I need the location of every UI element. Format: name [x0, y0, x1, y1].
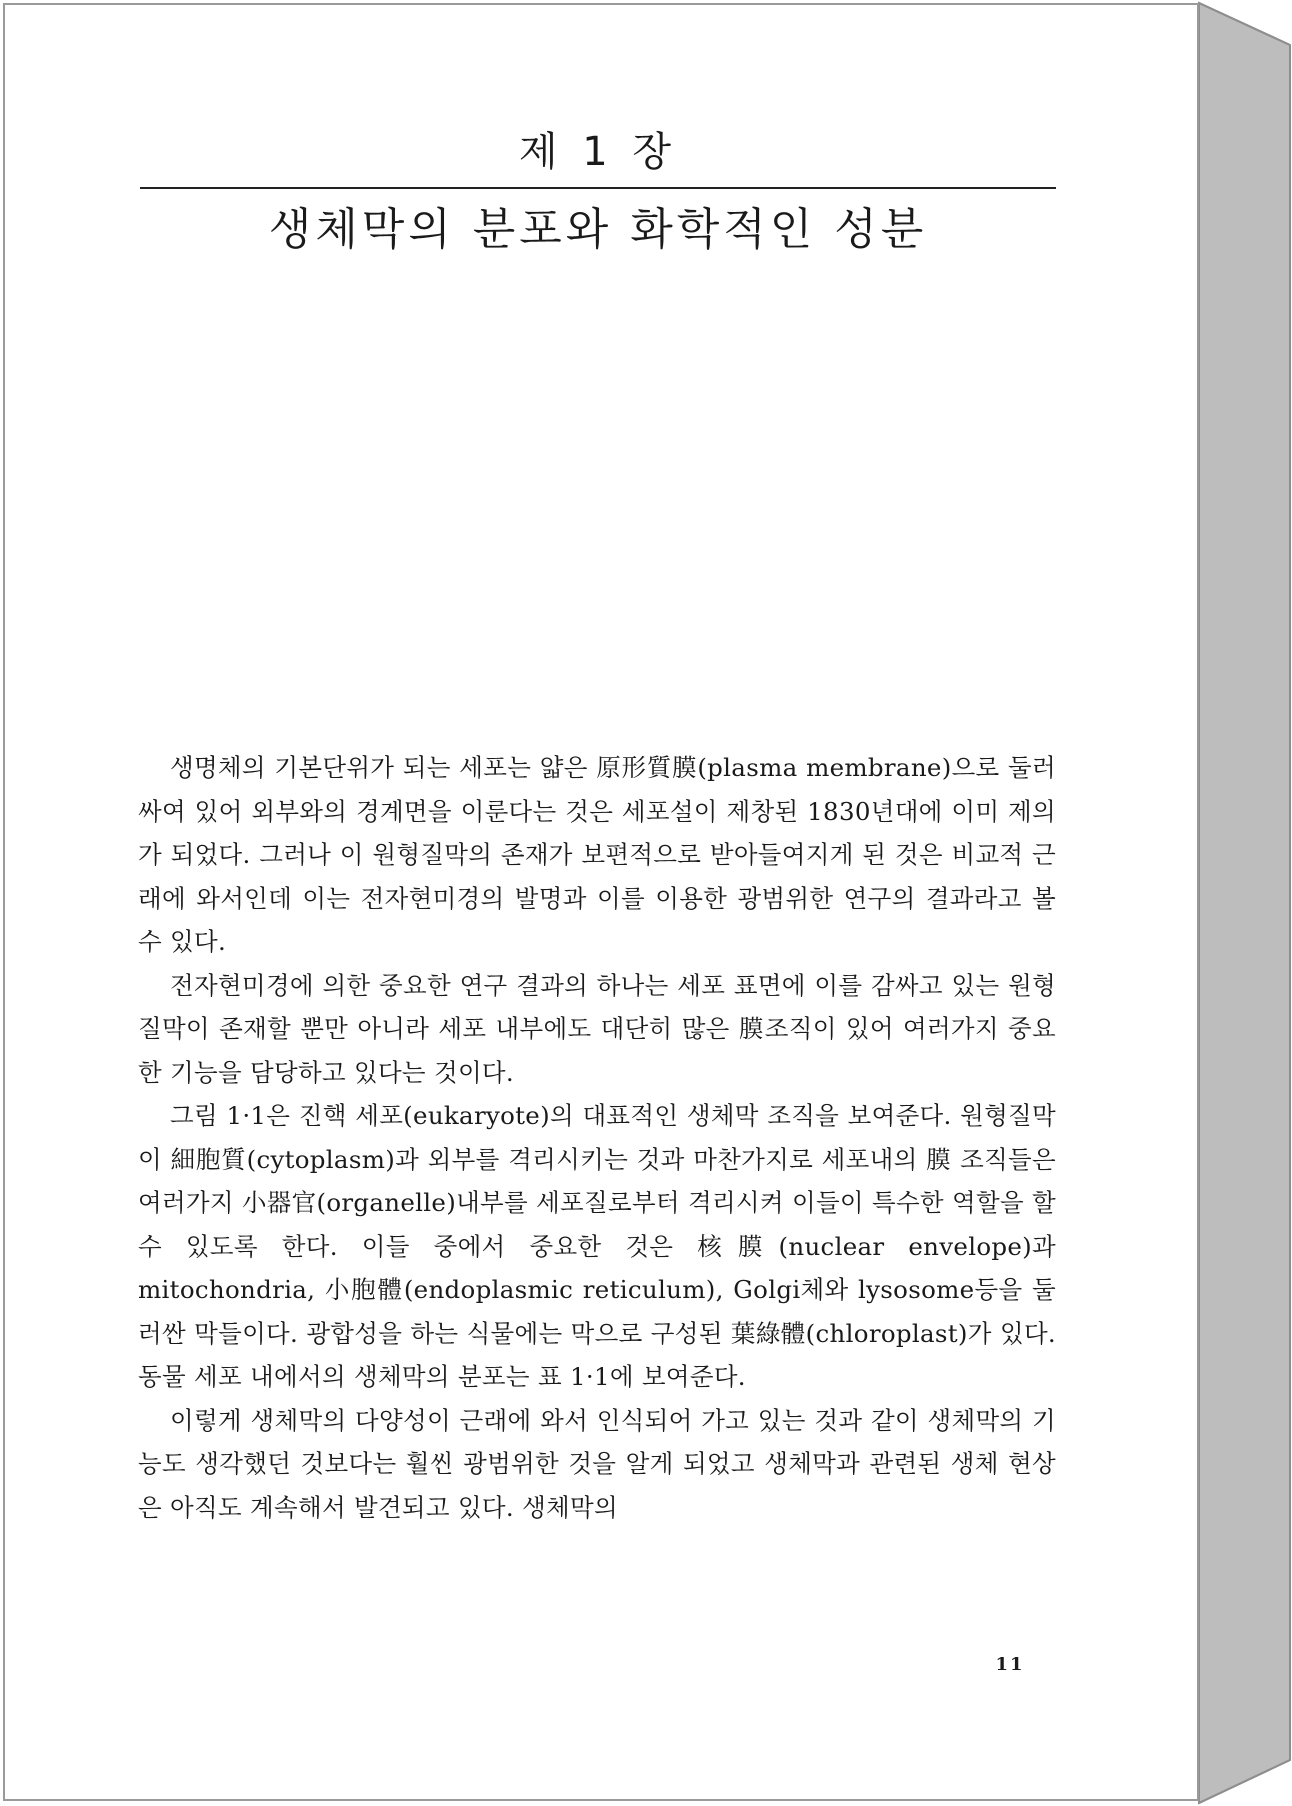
paragraph: 그림 1·1은 진핵 세포(eukaryote)의 대표적인 생체막 조직을 보여준다. 원형질막이 細胞質(cytoplasm)과 외부를 격리시키는 것과 마찬가지로 세포내의 膜 조직들은 여러가지 小器官(organelle)내부를 세포질로부터 격리시켜 이들이 특수한 역할을 할 수 있도록 한다. 이들 중에서 중요한 것은 核膜(nuclear envelope)과 mitochondria, 小胞體(endoplasmic reticulum), Golgi체와 lysosome등을 둘러싼 막들이다. 광합성을 하는 식물에는 막으로 구성된 葉綠體(chloroplast)가 있다. 동물 세포 내에서의 생체막의 분포는 표 1·1에 보여준다.	[138, 1101, 1056, 1391]
body-text	[138, 746, 1056, 1529]
book-side-face	[1199, 3, 1290, 1803]
page-number: 11	[995, 1654, 1025, 1675]
paragraph: 이렇게 생체막의 다양성이 근래에 와서 인식되어 가고 있는 것과 같이 생체막의 기능도 생각했던 것보다는 훨씬 광범위한 것을 알게 되었고 생체막과 관련된 생체 현상은 아직도 계속해서 발견되고 있다. 생체막의	[138, 1405, 1056, 1522]
title-divider	[140, 187, 1056, 189]
paragraph: 생명체의 기본단위가 되는 세포는 얇은 原形質膜(plasma membrane)으로 둘러싸여 있어 외부와의 경계면을 이룬다는 것은 세포설이 제창된 1830년대에 이미 제의가 되었다. 그러나 이 원형질막의 존재가 보편적으로 받아들여지게 된 것은 비교적 근래에 와서인데 이는 전자현미경의 발명과 이를 이용한 광범위한 연구의 결과라고 볼 수 있다.	[138, 753, 1056, 956]
chapter-title: 생체막의 분포와 화학적인 성분	[268, 204, 928, 255]
paragraph: 전자현미경에 의한 중요한 연구 결과의 하나는 세포 표면에 이를 감싸고 있는 원형질막이 존재할 뿐만 아니라 세포 내부에도 대단히 많은 膜조직이 있어 여러가지 중요한 기능을 담당하고 있다는 것이다.	[138, 970, 1056, 1087]
chapter-number: 제 1 장	[518, 129, 678, 175]
